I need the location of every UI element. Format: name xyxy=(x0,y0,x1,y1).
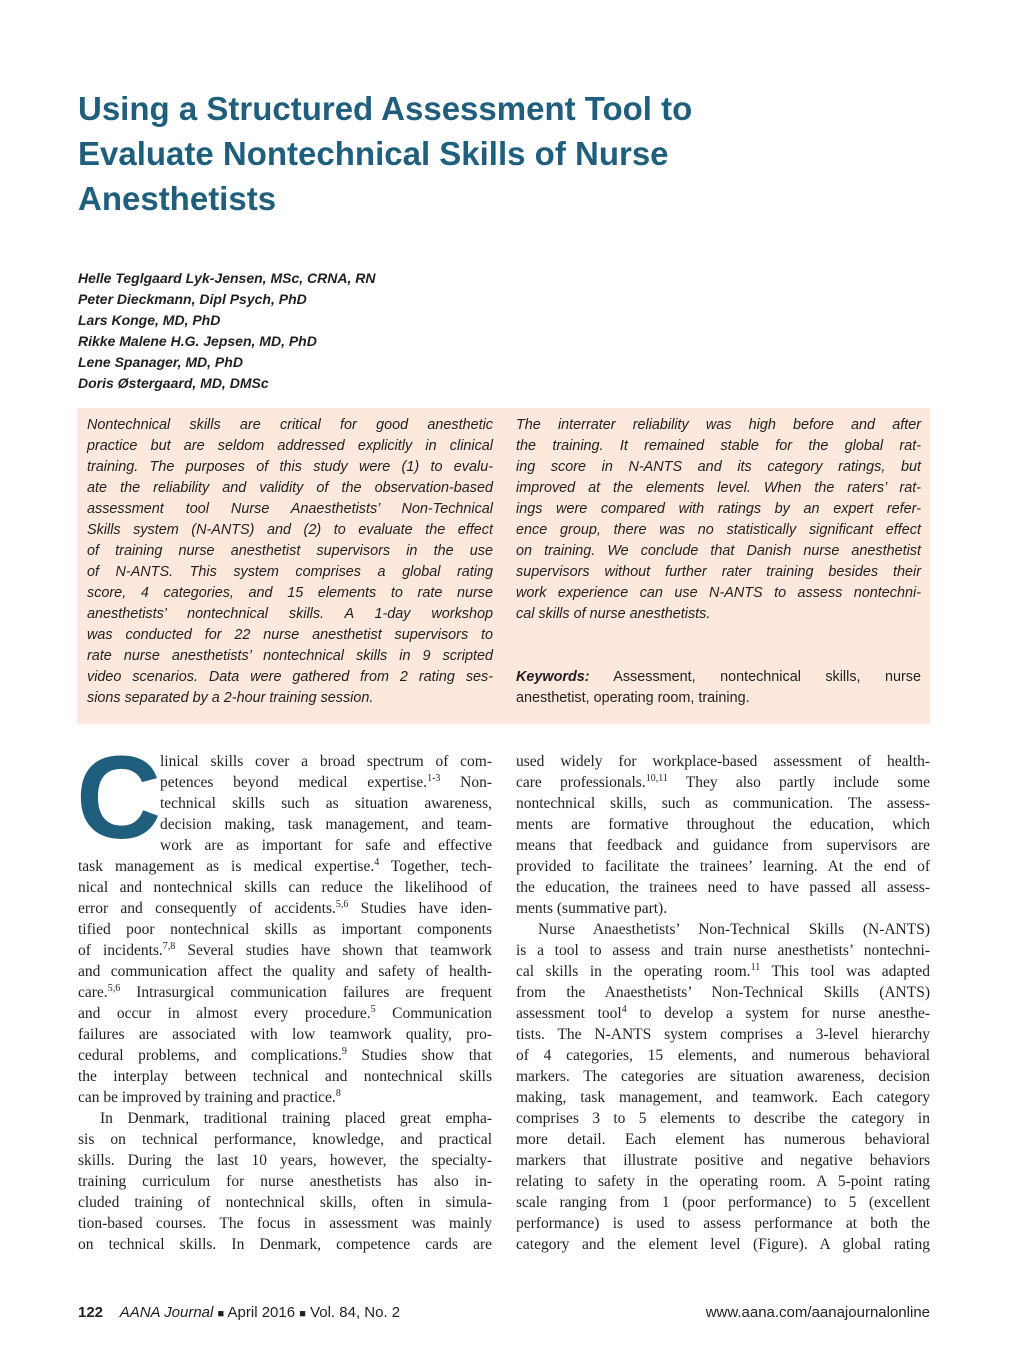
abstract-line: improved at the elements level. When the raters’ rat- xyxy=(516,480,921,496)
body-line xyxy=(516,1024,930,1045)
body-line xyxy=(78,751,492,772)
body-line xyxy=(78,1108,492,1129)
body-text: decision making, task management, and team- xyxy=(160,816,492,833)
abstract-line: cal skills of nurse anesthetists. xyxy=(516,606,711,622)
body-text: Studies show that xyxy=(346,1047,492,1064)
abstract-line: score, 4 categories, and 15 elements to rate nurse xyxy=(87,585,493,601)
body-line xyxy=(516,1087,930,1108)
body-line xyxy=(516,1171,930,1192)
author: Lene Spanager, MD, PhD xyxy=(78,354,243,370)
body-text: training curriculum for nurse anesthetists has also in- xyxy=(78,1173,492,1190)
body-text: of 4 categories, 15 elements, and numerous behavioral xyxy=(516,1047,930,1064)
citation-superscript: 5 xyxy=(370,1004,376,1015)
body-line xyxy=(516,1129,930,1150)
body-text: They also partly include some xyxy=(667,774,931,791)
body-text: the interplay between technical and nontechnical skills xyxy=(78,1068,492,1085)
citation-superscript: 5,6 xyxy=(107,983,121,994)
body-line xyxy=(516,772,930,793)
body-line xyxy=(78,1087,492,1108)
body-text: and occur in almost every procedure. xyxy=(78,1005,371,1022)
keywords-label: Keywords: xyxy=(516,669,590,685)
body-text: ments are formative throughout the education, which xyxy=(516,816,930,833)
body-line xyxy=(78,982,492,1003)
page-footer xyxy=(78,1304,930,1326)
body-text: petences beyond medical expertise. xyxy=(160,774,428,791)
body-text: provided to facilitate the trainees’ learning. At the end of xyxy=(516,858,930,875)
abstract-left-column xyxy=(87,415,493,709)
body-text: comprises 3 to 5 elements to describe the category in xyxy=(516,1110,930,1127)
volume-info: Vol. 84, No. 2 xyxy=(310,1304,401,1321)
body-text: means that feedback and guidance from supervisors are xyxy=(516,837,930,854)
body-text: Non- xyxy=(440,774,492,791)
body-line xyxy=(516,835,930,856)
issue-date: April 2016 xyxy=(227,1304,296,1321)
body-line xyxy=(516,856,930,877)
abstract-line: supervisors without further rater training besides their xyxy=(516,564,921,580)
body-text: on technical skills. In Denmark, competence cards are xyxy=(78,1236,492,1253)
body-line xyxy=(78,835,492,856)
citation-superscript: 5,6 xyxy=(335,899,349,910)
body-right-column xyxy=(516,751,930,1255)
body-text: skills. During the last 10 years, however, the specialty- xyxy=(78,1152,492,1169)
body-line xyxy=(516,877,930,898)
body-line xyxy=(516,898,930,919)
body-line xyxy=(516,961,930,982)
abstract-line: ate the reliability and validity of the observation-based xyxy=(87,480,493,496)
body-line xyxy=(516,919,930,940)
abstract-box xyxy=(77,408,930,724)
body-text: error and consequently of accidents. xyxy=(78,900,336,917)
body-line xyxy=(78,1024,492,1045)
body-text: In Denmark, traditional training placed great empha- xyxy=(100,1110,492,1127)
body-text: Together, tech- xyxy=(379,858,492,875)
body-line xyxy=(78,1213,492,1234)
body-text: failures are associated with low teamwork quality, pro- xyxy=(78,1026,492,1043)
keywords-line xyxy=(516,667,921,688)
body-text: tion-based courses. The focus in assessment was mainly xyxy=(78,1215,492,1232)
body-line xyxy=(516,1234,930,1255)
journal-name: AANA Journal xyxy=(119,1304,214,1321)
journal-url: www.aana.com/aanajournalonline xyxy=(705,1304,930,1321)
body-text: assessment tool xyxy=(516,1005,622,1022)
body-text: sis on technical performance, knowledge, and practical xyxy=(78,1131,492,1148)
body-text: tified poor nontechnical skills as important components xyxy=(78,921,492,938)
body-text: from the Anaesthetists’ Non-Technical Skills (ANTS) xyxy=(516,984,930,1001)
body-text: cedural problems, and complications. xyxy=(78,1047,342,1064)
abstract-line: sions separated by a 2-hour training session. xyxy=(87,690,374,706)
title-line: Using a Structured Assessment Tool to xyxy=(78,90,693,127)
body-left-column xyxy=(78,751,492,1255)
body-text: performance) is used to assess performance at both the xyxy=(516,1215,930,1232)
abstract-line: The interrater reliability was high before and after xyxy=(516,417,921,433)
body-line xyxy=(78,1003,492,1024)
body-text: used widely for workplace-based assessment of health- xyxy=(516,753,930,770)
body-line xyxy=(78,940,492,961)
body-line xyxy=(516,1045,930,1066)
body-text: work are as important for safe and effective xyxy=(160,837,492,854)
author: Helle Teglgaard Lyk-Jensen, MSc, CRNA, RN xyxy=(78,270,376,286)
abstract-line: assessment tool Nurse Anaesthetists’ Non-Technical xyxy=(87,501,493,517)
abstract-line: Nontechnical skills are critical for good anesthetic xyxy=(87,417,493,433)
body-line xyxy=(516,940,930,961)
abstract-line: on training. We conclude that Danish nurse anesthetist xyxy=(516,543,921,559)
body-line xyxy=(78,1234,492,1255)
body-text: and communication affect the quality and safety of health- xyxy=(78,963,492,980)
body-text: is a tool to assess and train nurse anesthetists’ nontechni- xyxy=(516,942,930,959)
abstract-line: the training. It remained stable for the global rat- xyxy=(516,438,921,454)
body-line xyxy=(78,1192,492,1213)
body-text: nontechnical skills, such as communication. The assess- xyxy=(516,795,930,812)
body-line xyxy=(78,1129,492,1150)
abstract-line: was conducted for 22 nurse anesthetist supervisors to xyxy=(87,627,493,643)
body-line xyxy=(78,961,492,982)
abstract-line: ing score in N-ANTS and its category ratings, but xyxy=(516,459,921,475)
body-line xyxy=(516,793,930,814)
body-line xyxy=(78,1045,492,1066)
title-line: Anesthetists xyxy=(78,180,277,217)
body-text: Studies have iden- xyxy=(348,900,492,917)
body-text: relating to safety in the operating room. A 5-point rating xyxy=(516,1173,930,1190)
abstract-line: ence group, there was no statistically significant effect xyxy=(516,522,921,538)
author: Rikke Malene H.G. Jepsen, MD, PhD xyxy=(78,333,317,349)
body-text: markers that illustrate positive and negative behaviors xyxy=(516,1152,930,1169)
body-line xyxy=(516,1108,930,1129)
body-text: to develop a system for nurse anesthe- xyxy=(626,1005,930,1022)
body-text: This tool was adapted xyxy=(760,963,930,980)
author: Doris Østergaard, MD, DMSc xyxy=(78,375,269,391)
abstract-line: practice but are seldom addressed explicitly in clinical xyxy=(87,438,493,454)
body-line xyxy=(516,1066,930,1087)
citation-superscript: 9 xyxy=(341,1046,347,1057)
citation-superscript: 4 xyxy=(374,857,380,868)
author-list xyxy=(78,268,778,394)
abstract-line: rate nurse anesthetists’ nontechnical skills in 9 scripted xyxy=(87,648,493,664)
body-text: nical and nontechnical skills can reduce the likelihood of xyxy=(78,879,492,896)
body-text: tists. The N-ANTS system comprises a 3-level hierarchy xyxy=(516,1026,930,1043)
body-text: technical skills such as situation awareness, xyxy=(160,795,492,812)
abstract-line: of training nurse anesthetist supervisors in the use xyxy=(87,543,493,559)
abstract-line: video scenarios. Data were gathered from 2 rating ses- xyxy=(87,669,493,685)
body-line xyxy=(516,1003,930,1024)
body-line xyxy=(516,1192,930,1213)
bullet-icon: ■ xyxy=(217,1308,225,1320)
keywords-line: anesthetist, operating room, training. xyxy=(516,690,750,706)
keywords-text: Assessment, nontechnical skills, nurse xyxy=(613,669,921,685)
body-line xyxy=(78,1150,492,1171)
bullet-icon: ■ xyxy=(299,1308,306,1320)
citation-superscript: 8 xyxy=(335,1088,341,1099)
body-text: cluded training of nontechnical skills, often in simula- xyxy=(78,1194,492,1211)
abstract-right-column xyxy=(516,415,921,625)
body-text: care professionals. xyxy=(516,774,646,791)
body-line xyxy=(78,877,492,898)
citation-superscript: 4 xyxy=(621,1004,627,1015)
body-text: more detail. Each element has numerous behavioral xyxy=(516,1131,930,1148)
body-text: of incidents. xyxy=(78,942,163,959)
body-line xyxy=(78,1171,492,1192)
body-line xyxy=(78,919,492,940)
body-line xyxy=(516,814,930,835)
abstract-line: work experience can use N-ANTS to assess nontechni- xyxy=(516,585,921,601)
body-text: the education, the trainees need to have passed all assess- xyxy=(516,879,930,896)
body-line xyxy=(516,982,930,1003)
body-text: Nurse Anaesthetists’ Non-Technical Skills (N-ANTS) xyxy=(538,921,930,938)
body-line xyxy=(78,793,492,814)
body-text: making, task management, and teamwork. Each category xyxy=(516,1089,930,1106)
body-line xyxy=(78,898,492,919)
body-line xyxy=(78,856,492,877)
body-line xyxy=(78,1066,492,1087)
body-line xyxy=(78,772,492,793)
body-text: care. xyxy=(78,984,108,1001)
citation-superscript: 11 xyxy=(750,962,761,973)
citation-superscript: 10,11 xyxy=(645,773,668,784)
body-text: can be improved by training and practice. xyxy=(78,1089,336,1106)
body-text: Several studies have shown that teamwork xyxy=(175,942,492,959)
body-line xyxy=(516,751,930,772)
abstract-line: training. The purposes of this study were (1) to evalu- xyxy=(87,459,493,475)
abstract-line: Skills system (N-ANTS) and (2) to evaluate the effect xyxy=(87,522,493,538)
citation-superscript: 7,8 xyxy=(162,941,176,952)
body-text: ments (summative part). xyxy=(516,900,668,917)
body-text: Communication xyxy=(375,1005,492,1022)
body-line xyxy=(516,1150,930,1171)
body-text: linical skills cover a broad spectrum of com- xyxy=(160,753,492,770)
abstract-line: anesthetists’ nontechnical skills. A 1-day workshop xyxy=(87,606,493,622)
abstract-line: ings were compared with ratings by an expert refer- xyxy=(516,501,921,517)
author: Peter Dieckmann, Dipl Psych, PhD xyxy=(78,291,307,307)
body-text: markers. The categories are situation awareness, decision xyxy=(516,1068,930,1085)
citation-superscript: 1-3 xyxy=(427,773,441,784)
body-line xyxy=(516,1213,930,1234)
drop-cap: C xyxy=(76,732,162,864)
keywords xyxy=(516,667,921,709)
author: Lars Konge, MD, PhD xyxy=(78,312,221,328)
body-text: cal skills in the operating room. xyxy=(516,963,751,980)
body-text: scale ranging from 1 (poor performance) to 5 (excellent xyxy=(516,1194,930,1211)
article-title xyxy=(78,86,878,221)
abstract-line: of N-ANTS. This system comprises a global rating xyxy=(87,564,493,580)
body-text: category and the element level (Figure). A global rating xyxy=(516,1236,930,1253)
page-number: 122 xyxy=(78,1304,104,1321)
title-line: Evaluate Nontechnical Skills of Nurse xyxy=(78,135,669,172)
body-text: task management as is medical expertise. xyxy=(78,858,375,875)
body-text: Intrasurgical communication failures are frequent xyxy=(120,984,492,1001)
body-line xyxy=(78,814,492,835)
